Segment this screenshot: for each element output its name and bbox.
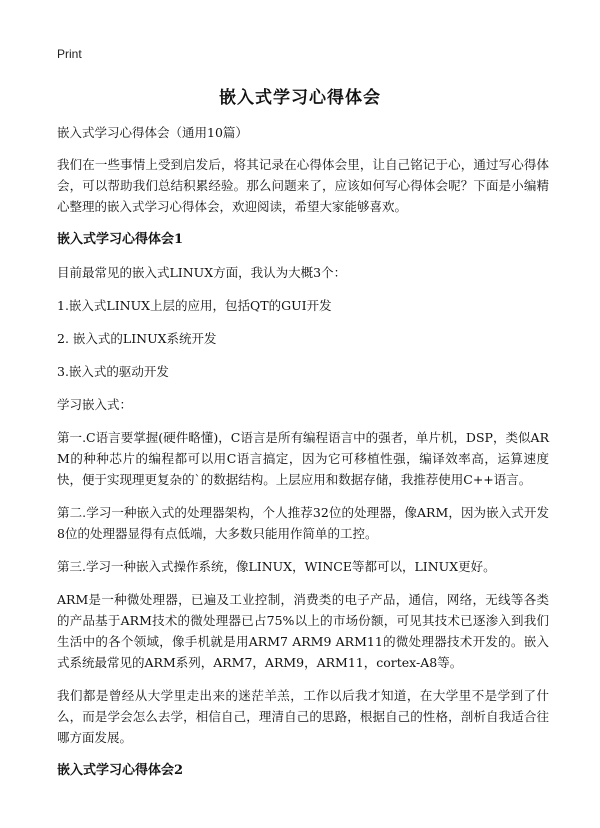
list-item-2: 2. 嵌入式的LINUX系统开发: [57, 331, 217, 346]
section-heading-2: 嵌入式学习心得体会2: [57, 763, 184, 778]
list-item-1: 1.嵌入式LINUX上层的应用，包括QT的GUI开发: [57, 298, 332, 313]
print-label: Print: [57, 47, 82, 61]
paragraph-first: 第一.C语言要掌握(硬件略懂)，C语言是所有编程语言中的强者，单片机，DSP，类似ARM的种种芯片的编程都可以用C语言搞定，因为它可移植性强，编译效率高，运算速度快，便于实现理更复杂的`的数据结构。上层应用和数据存储，我推荐使用C++语言。: [57, 430, 549, 487]
section1-intro-paragraph: 目前最常见的嵌入式LINUX方面，我认为大概3个：: [57, 265, 347, 280]
intro-paragraph: 我们在一些事情上受到启发后，将其记录在心得体会里，让自己铭记于心，通过写心得体会，可以帮助我们总结积累经验。那么问题来了，应该如何写心得体会呢？下面是小编精心整理的嵌入式学习心得体会，欢迎阅读，希望大家能够喜欢。: [57, 157, 549, 214]
document-title: 嵌入式学习心得体会: [219, 88, 381, 108]
paragraph-third: 第三.学习一种嵌入式操作系统，像LINUX，WINCE等都可以，LINUX更好。: [57, 559, 496, 574]
document-subtitle: 嵌入式学习心得体会（通用10篇）: [57, 125, 248, 140]
section-heading-1: 嵌入式学习心得体会1: [57, 232, 184, 247]
paragraph-second: 第二.学习一种嵌入式的处理器架构，个人推荐32位的处理器，像ARM，因为嵌入式开发8位的处理器显得有点低端，大多数只能用作简单的工控。: [57, 505, 549, 541]
paragraph-arm: ARM是一种微处理器，已遍及工业控制，消费类的电子产品，通信，网络，无线等各类的产品基于ARM技术的微处理器已占75%以上的市场份额，可见其技术已逐渗入到我们生活中的各个领域，像手机就是用ARM7 ARM9 ARM11的微处理器技术开发的。嵌入式系统最常见的ARM系列，ARM7，ARM9，ARM11，cortex-A8等。: [57, 592, 549, 670]
paragraph-closing: 我们都是曾经从大学里走出来的迷茫羊羔，工作以后我才知道，在大学里不是学到了什么，而是学会怎么去学，相信自己，理清自己的思路，根据自己的性格，剖析自我适合往哪方面发展。: [57, 688, 549, 745]
list-item-3: 3.嵌入式的驱动开发: [57, 364, 169, 379]
learn-label: 学习嵌入式：: [57, 397, 133, 412]
document-body: [57, 122, 549, 793]
